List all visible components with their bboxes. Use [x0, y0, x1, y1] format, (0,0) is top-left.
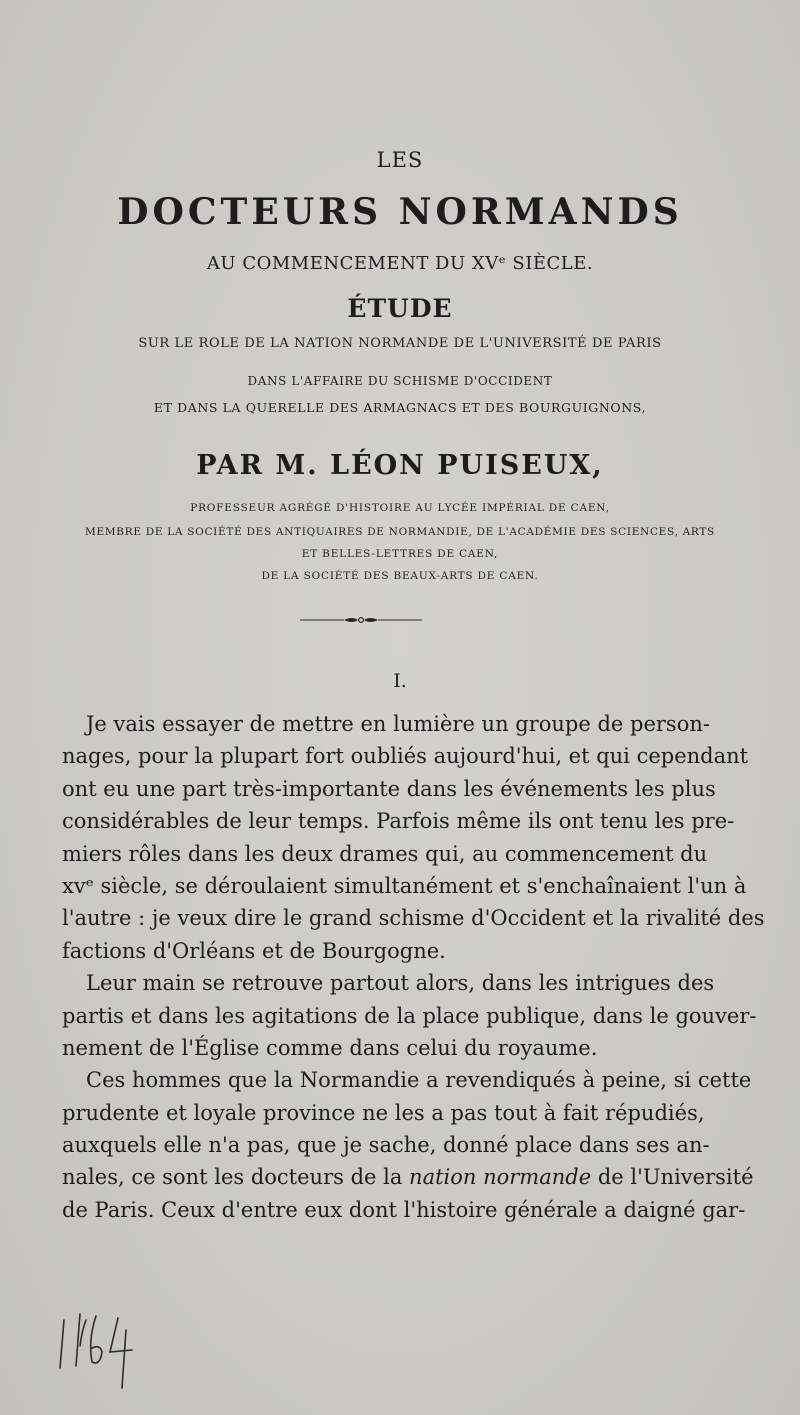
- subtitle-line-2: DANS L'AFFAIRE DU SCHISME D'OCCIDENT: [247, 374, 553, 388]
- body-line: l'autre : je veux dire le grand schisme d'Occident et la rivalité des: [62, 906, 765, 931]
- body-text: [62, 708, 765, 1226]
- body-line: Je vais essayer de mettre en lumière un groupe de person-: [86, 712, 710, 736]
- title-les: LES: [376, 148, 424, 172]
- subtitle-line-1: SUR LE ROLE DE LA NATION NORMANDE DE L'UNIVERSITÉ DE PARIS: [138, 336, 662, 351]
- handwritten-year-annotation: [56, 1300, 146, 1390]
- body-line: xvᵉ siècle, se déroulaient simultanément et s'enchaînaient l'un à: [62, 873, 747, 898]
- body-line: auxquels elle n'a pas, que je sache, donné place dans ses an-: [62, 1133, 710, 1158]
- author-name: PAR M. LÉON PUISEUX,: [196, 450, 604, 481]
- body-text-run: nales, ce sont les docteurs de la: [62, 1165, 403, 1190]
- subtitle-line-3: ET DANS LA QUERELLE DES ARMAGNACS ET DES BOURGUIGNONS,: [153, 400, 647, 415]
- body-line: partis et dans les agitations de la place publique, dans le gouver-: [62, 1003, 757, 1028]
- author-credential-1: PROFESSEUR AGRÉGÉ D'HISTOIRE AU LYCÉE IMPÉRIAL DE CAEN,: [190, 502, 610, 514]
- etude-heading: ÉTUDE: [347, 294, 453, 323]
- body-line: factions d'Orléans et de Bourgogne.: [62, 938, 446, 963]
- body-line: de Paris. Ceux d'entre eux dont l'histoire générale a daigné gar-: [62, 1197, 746, 1222]
- body-line: Leur main se retrouve partout alors, dans les intrigues des: [86, 971, 715, 996]
- body-text-run: de l'Université: [597, 1165, 754, 1190]
- body-line: prudente et loyale province ne les a pas tout à fait répudiés,: [62, 1100, 705, 1125]
- body-line: nages, pour la plupart fort oubliés aujourd'hui, et qui cependant: [62, 744, 749, 769]
- body-line: ont eu une part très-importante dans les événements les plus: [62, 776, 716, 801]
- body-line: considérables de leur temps. Parfois même ils ont tenu les pre-: [62, 809, 735, 834]
- italic-phrase: nation normande: [409, 1165, 592, 1190]
- author-credential-4: DE LA SOCIÉTÉ DES BEAUX-ARTS DE CAEN.: [261, 570, 539, 582]
- body-line: nement de l'Église comme dans celui du royaume.: [62, 1035, 598, 1060]
- subtitle: AU COMMENCEMENT DU XVᵉ SIÈCLE.: [206, 253, 594, 274]
- main-title: DOCTEURS NORMANDS: [117, 191, 683, 233]
- author-credential-3: ET BELLES-LETTRES DE CAEN,: [301, 548, 499, 560]
- section-number: I.: [393, 670, 407, 692]
- body-line: miers rôles dans les deux drames qui, au commencement du: [62, 841, 708, 866]
- body-line-mixed: [62, 1161, 754, 1193]
- ornament-divider: [300, 612, 422, 626]
- body-line: Ces hommes que la Normandie a revendiqués à peine, si cette: [86, 1068, 752, 1093]
- author-credential-2: MEMBRE DE LA SOCIÉTÉ DES ANTIQUAIRES DE NORMANDIE, DE L'ACADÉMIE DES SCIENCES, ARTS: [85, 526, 715, 538]
